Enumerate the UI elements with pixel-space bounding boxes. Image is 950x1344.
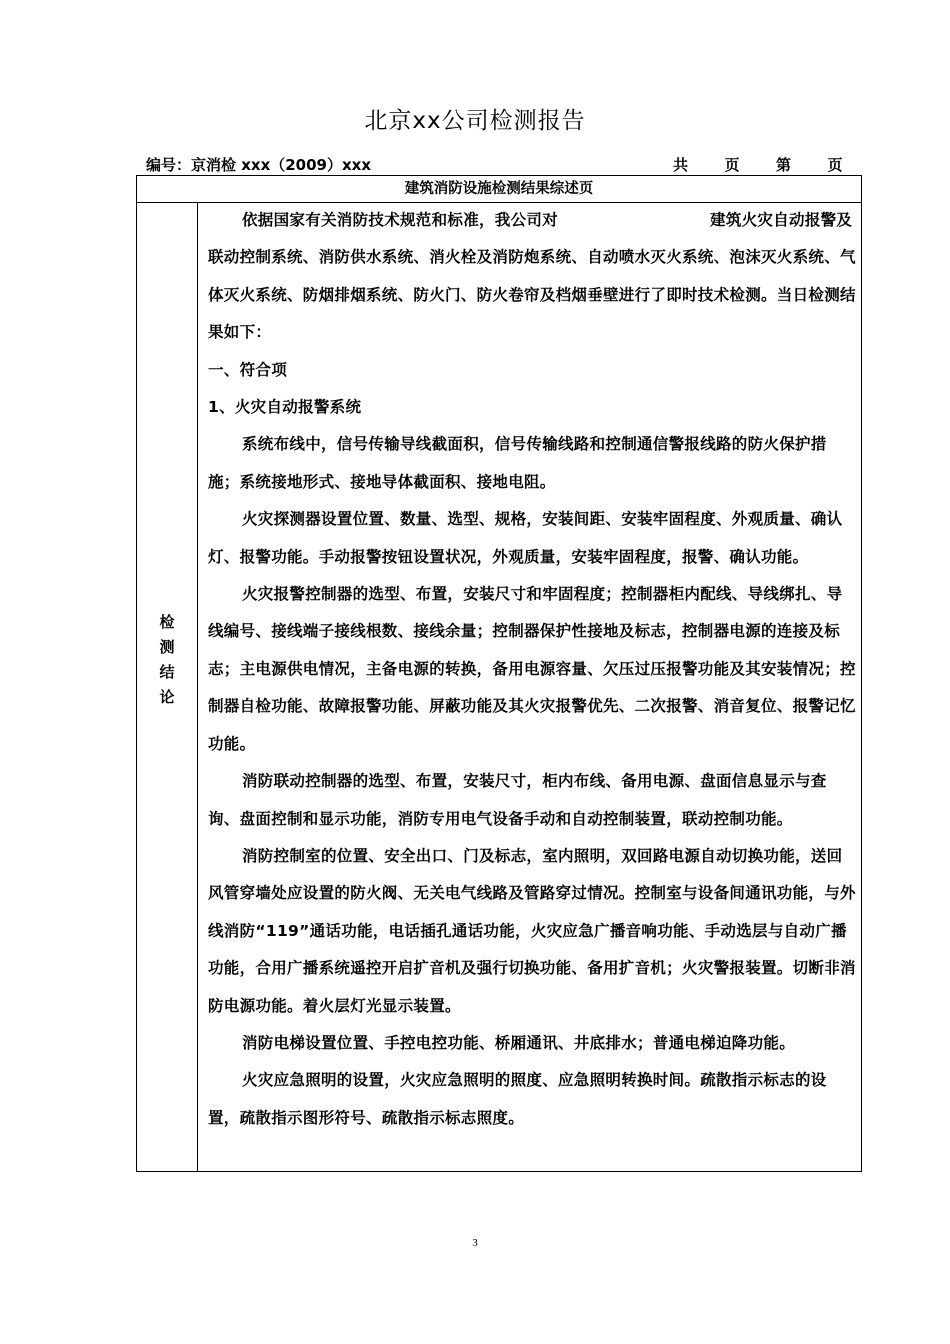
side-label: 检 测 结 论 <box>159 613 175 706</box>
report-content <box>208 202 858 1137</box>
paragraph-linkage-controller: 消防联动控制器的选型、布置，安装尺寸，柜内布线、备用电源、盘面信息显示与查询、盘面控制和显示功能，消防专用电气设备手动和自动控制装置，联动控制功能。 <box>208 772 827 828</box>
report-serial-number: 编号：京消检 xxx（2009）xxx <box>146 156 372 174</box>
page-label: 页 <box>724 156 740 174</box>
paragraph-alarm-controller: 火灾报警控制器的选型、布置，安装尺寸和牢固程度；控制器柜内配线、导线绑扎、导线编号、接线端子接线根数、接线余量；控制器保护性接地及标志，控制器电源的连接及标志；主电源供电情况，主备电源的转换，备用电源容量、欠压过压报警功能及其安装情况；控制器自检功能、故障报警功能、屏蔽功能及其火灾报警优先、二次报警、消音复位、报警记忆功能。 <box>208 585 856 753</box>
paragraph-wiring: 系统布线中，信号传输导线截面积，信号传输线路和控制通信警报线路的防火保护措施；系统接地形式、接地导体截面积、接地电阻。 <box>208 435 827 491</box>
paragraph-elevator: 消防电梯设置位置、手控电控功能、桥厢通讯、井底排水；普通电梯迫降功能。 <box>242 1033 796 1052</box>
paragraph-emergency-lighting: 火灾应急照明的设置，火灾应急照明的照度、应急照明转换时间。疏散指示标志的设置，疏散指示图形符号、疏散指示标志照度。 <box>208 1071 827 1127</box>
intro-text-end: 建筑火灾自动报警及联动控制系统、消防供水系统、消火栓及消防炮系统、自动喷水灭火系统、泡沫灭火系统、气体灭火系统、防烟排烟系统、防火门、防火卷帘及档烟垂壁进行了即时技术检测。当日检测结果如下： <box>208 211 856 342</box>
report-title: 北京xx公司检测报告 <box>364 108 586 134</box>
report-table <box>136 175 862 1172</box>
page-label-2: 页 <box>827 156 843 174</box>
page-count-info <box>673 154 842 175</box>
section-heading: 一、符合项 <box>208 360 288 379</box>
intro-text-start: 依据国家有关消防技术规范和标准，我公司对 <box>242 211 559 229</box>
subsection-heading: 1、火灾自动报警系统 <box>208 398 362 417</box>
ordinal-label: 第 <box>775 156 791 174</box>
paragraph-control-room: 消防控制室的位置、安全出口、门及标志，室内照明，双回路电源自动切换功能，送回风管穿墙处应设置的防火阀、无关电气线路及管路穿过情况。控制室与设备间通讯功能，与外线消防“119”通话功能，电话插孔通话功能，火灾应急广播音响功能、手动选层与自动广播功能，合用广播系统遥控开启扩音机及强行切换功能、备用扩音机；火灾警报装置。切断非消防电源功能。着火层灯光显示装置。 <box>208 846 856 1015</box>
total-label: 共 <box>673 156 689 174</box>
page-number: 3 <box>472 1237 478 1249</box>
table-header: 建筑消防设施检测结果综述页 <box>137 176 861 203</box>
paragraph-detectors: 火灾探测器设置位置、数量、选型、规格，安装间距、安装牢固程度、外观质量、确认灯、报警功能。手动报警按钮设置状况，外观质量，安装牢固程度，报警、确认功能。 <box>208 510 843 566</box>
intro-paragraph <box>208 202 858 352</box>
